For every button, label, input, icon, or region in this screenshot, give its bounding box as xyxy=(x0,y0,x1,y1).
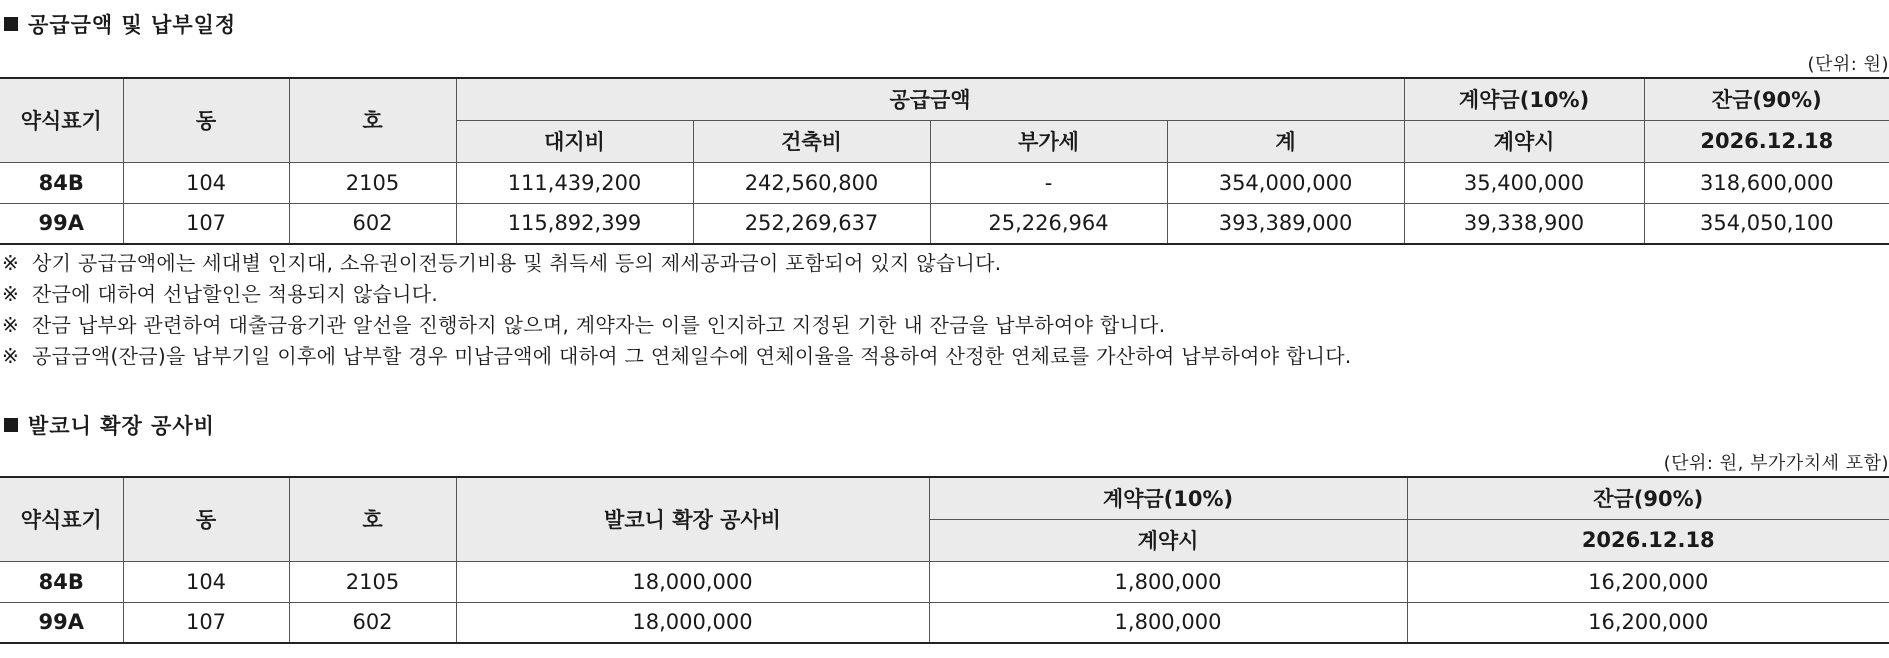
note-mark: ※ xyxy=(2,251,20,275)
cell-building: 252,269,637 xyxy=(693,203,930,244)
cell-total: 393,389,000 xyxy=(1167,203,1404,244)
balcony-cost-table xyxy=(0,476,1889,644)
header-balance: 잔금(90%) xyxy=(1407,477,1889,519)
header-type: 약식표기 xyxy=(0,477,123,561)
table-row xyxy=(0,602,1889,643)
cell-type: 84B xyxy=(0,561,123,602)
cell-balance: 354,050,100 xyxy=(1644,203,1889,244)
table-row xyxy=(0,162,1889,203)
cell-deposit: 1,800,000 xyxy=(929,602,1407,643)
cell-building: 242,560,800 xyxy=(693,162,930,203)
notes-list xyxy=(2,248,1352,372)
header-ho: 호 xyxy=(289,477,456,561)
header-building: 건축비 xyxy=(693,120,930,162)
header-balance-date: 2026.12.18 xyxy=(1407,519,1889,561)
header-supply-price: 공급금액 xyxy=(456,78,1404,120)
table-row xyxy=(0,203,1889,244)
header-vat: 부가세 xyxy=(930,120,1167,162)
header-deposit-when: 계약시 xyxy=(1404,120,1644,162)
unit-label: (단위: 원, 부가가치세 포함) xyxy=(1663,453,1889,474)
section-title-text: 발코니 확장 공사비 xyxy=(28,414,215,438)
header-balcony-cost: 발코니 확장 공사비 xyxy=(456,477,929,561)
cell-vat: 25,226,964 xyxy=(930,203,1167,244)
cell-type: 84B xyxy=(0,162,123,203)
header-deposit: 계약금(10%) xyxy=(1404,78,1644,120)
note-text: 공급금액(잔금)을 납부기일 이후에 납부할 경우 미납금액에 대하여 그 연체일수에 연체이율을 적용하여 산정한 연체료를 가산하여 납부하여야 합니다. xyxy=(32,344,1352,368)
cell-ho: 602 xyxy=(289,203,456,244)
section-title-text: 공급금액 및 납부일정 xyxy=(28,13,237,37)
cell-balance: 16,200,000 xyxy=(1407,602,1889,643)
unit-label: (단위: 원) xyxy=(1807,54,1889,75)
cell-deposit: 39,338,900 xyxy=(1404,203,1644,244)
supply-price-table xyxy=(0,77,1889,245)
cell-balance: 16,200,000 xyxy=(1407,561,1889,602)
header-dong: 동 xyxy=(123,477,289,561)
note-item xyxy=(2,248,1352,279)
cell-dong: 104 xyxy=(123,162,289,203)
header-type: 약식표기 xyxy=(0,78,123,162)
cell-deposit: 35,400,000 xyxy=(1404,162,1644,203)
cell-dong: 107 xyxy=(123,602,289,643)
note-item xyxy=(2,310,1352,341)
note-mark: ※ xyxy=(2,344,20,368)
cell-type: 99A xyxy=(0,602,123,643)
note-item xyxy=(2,341,1352,372)
cell-ho: 2105 xyxy=(289,561,456,602)
table-row xyxy=(0,561,1889,602)
header-deposit: 계약금(10%) xyxy=(929,477,1407,519)
cell-balcony-cost: 18,000,000 xyxy=(456,602,929,643)
header-total: 계 xyxy=(1167,120,1404,162)
cell-total: 354,000,000 xyxy=(1167,162,1404,203)
note-text: 잔금 납부와 관련하여 대출금융기관 알선을 진행하지 않으며, 계약자는 이를 인지하고 지정된 기한 내 잔금을 납부하여야 합니다. xyxy=(32,313,1166,337)
header-dong: 동 xyxy=(123,78,289,162)
note-item xyxy=(2,279,1352,310)
cell-land: 115,892,399 xyxy=(456,203,693,244)
cell-land: 111,439,200 xyxy=(456,162,693,203)
cell-balcony-cost: 18,000,000 xyxy=(456,561,929,602)
section-title-supply xyxy=(4,9,236,39)
cell-deposit: 1,800,000 xyxy=(929,561,1407,602)
note-mark: ※ xyxy=(2,282,20,306)
note-text: 상기 공급금액에는 세대별 인지대, 소유권이전등기비용 및 취득세 등의 제세공과금이 포함되어 있지 않습니다. xyxy=(32,251,1002,275)
cell-ho: 602 xyxy=(289,602,456,643)
square-bullet-icon xyxy=(4,17,18,31)
note-text: 잔금에 대하여 선납할인은 적용되지 않습니다. xyxy=(32,282,439,306)
cell-ho: 2105 xyxy=(289,162,456,203)
header-balance: 잔금(90%) xyxy=(1644,78,1889,120)
section-title-balcony xyxy=(4,410,215,440)
cell-vat: - xyxy=(930,162,1167,203)
cell-dong: 107 xyxy=(123,203,289,244)
header-balance-date: 2026.12.18 xyxy=(1644,120,1889,162)
header-ho: 호 xyxy=(289,78,456,162)
header-deposit-when: 계약시 xyxy=(929,519,1407,561)
cell-balance: 318,600,000 xyxy=(1644,162,1889,203)
square-bullet-icon xyxy=(4,418,18,432)
cell-dong: 104 xyxy=(123,561,289,602)
cell-type: 99A xyxy=(0,203,123,244)
note-mark: ※ xyxy=(2,313,20,337)
header-land: 대지비 xyxy=(456,120,693,162)
